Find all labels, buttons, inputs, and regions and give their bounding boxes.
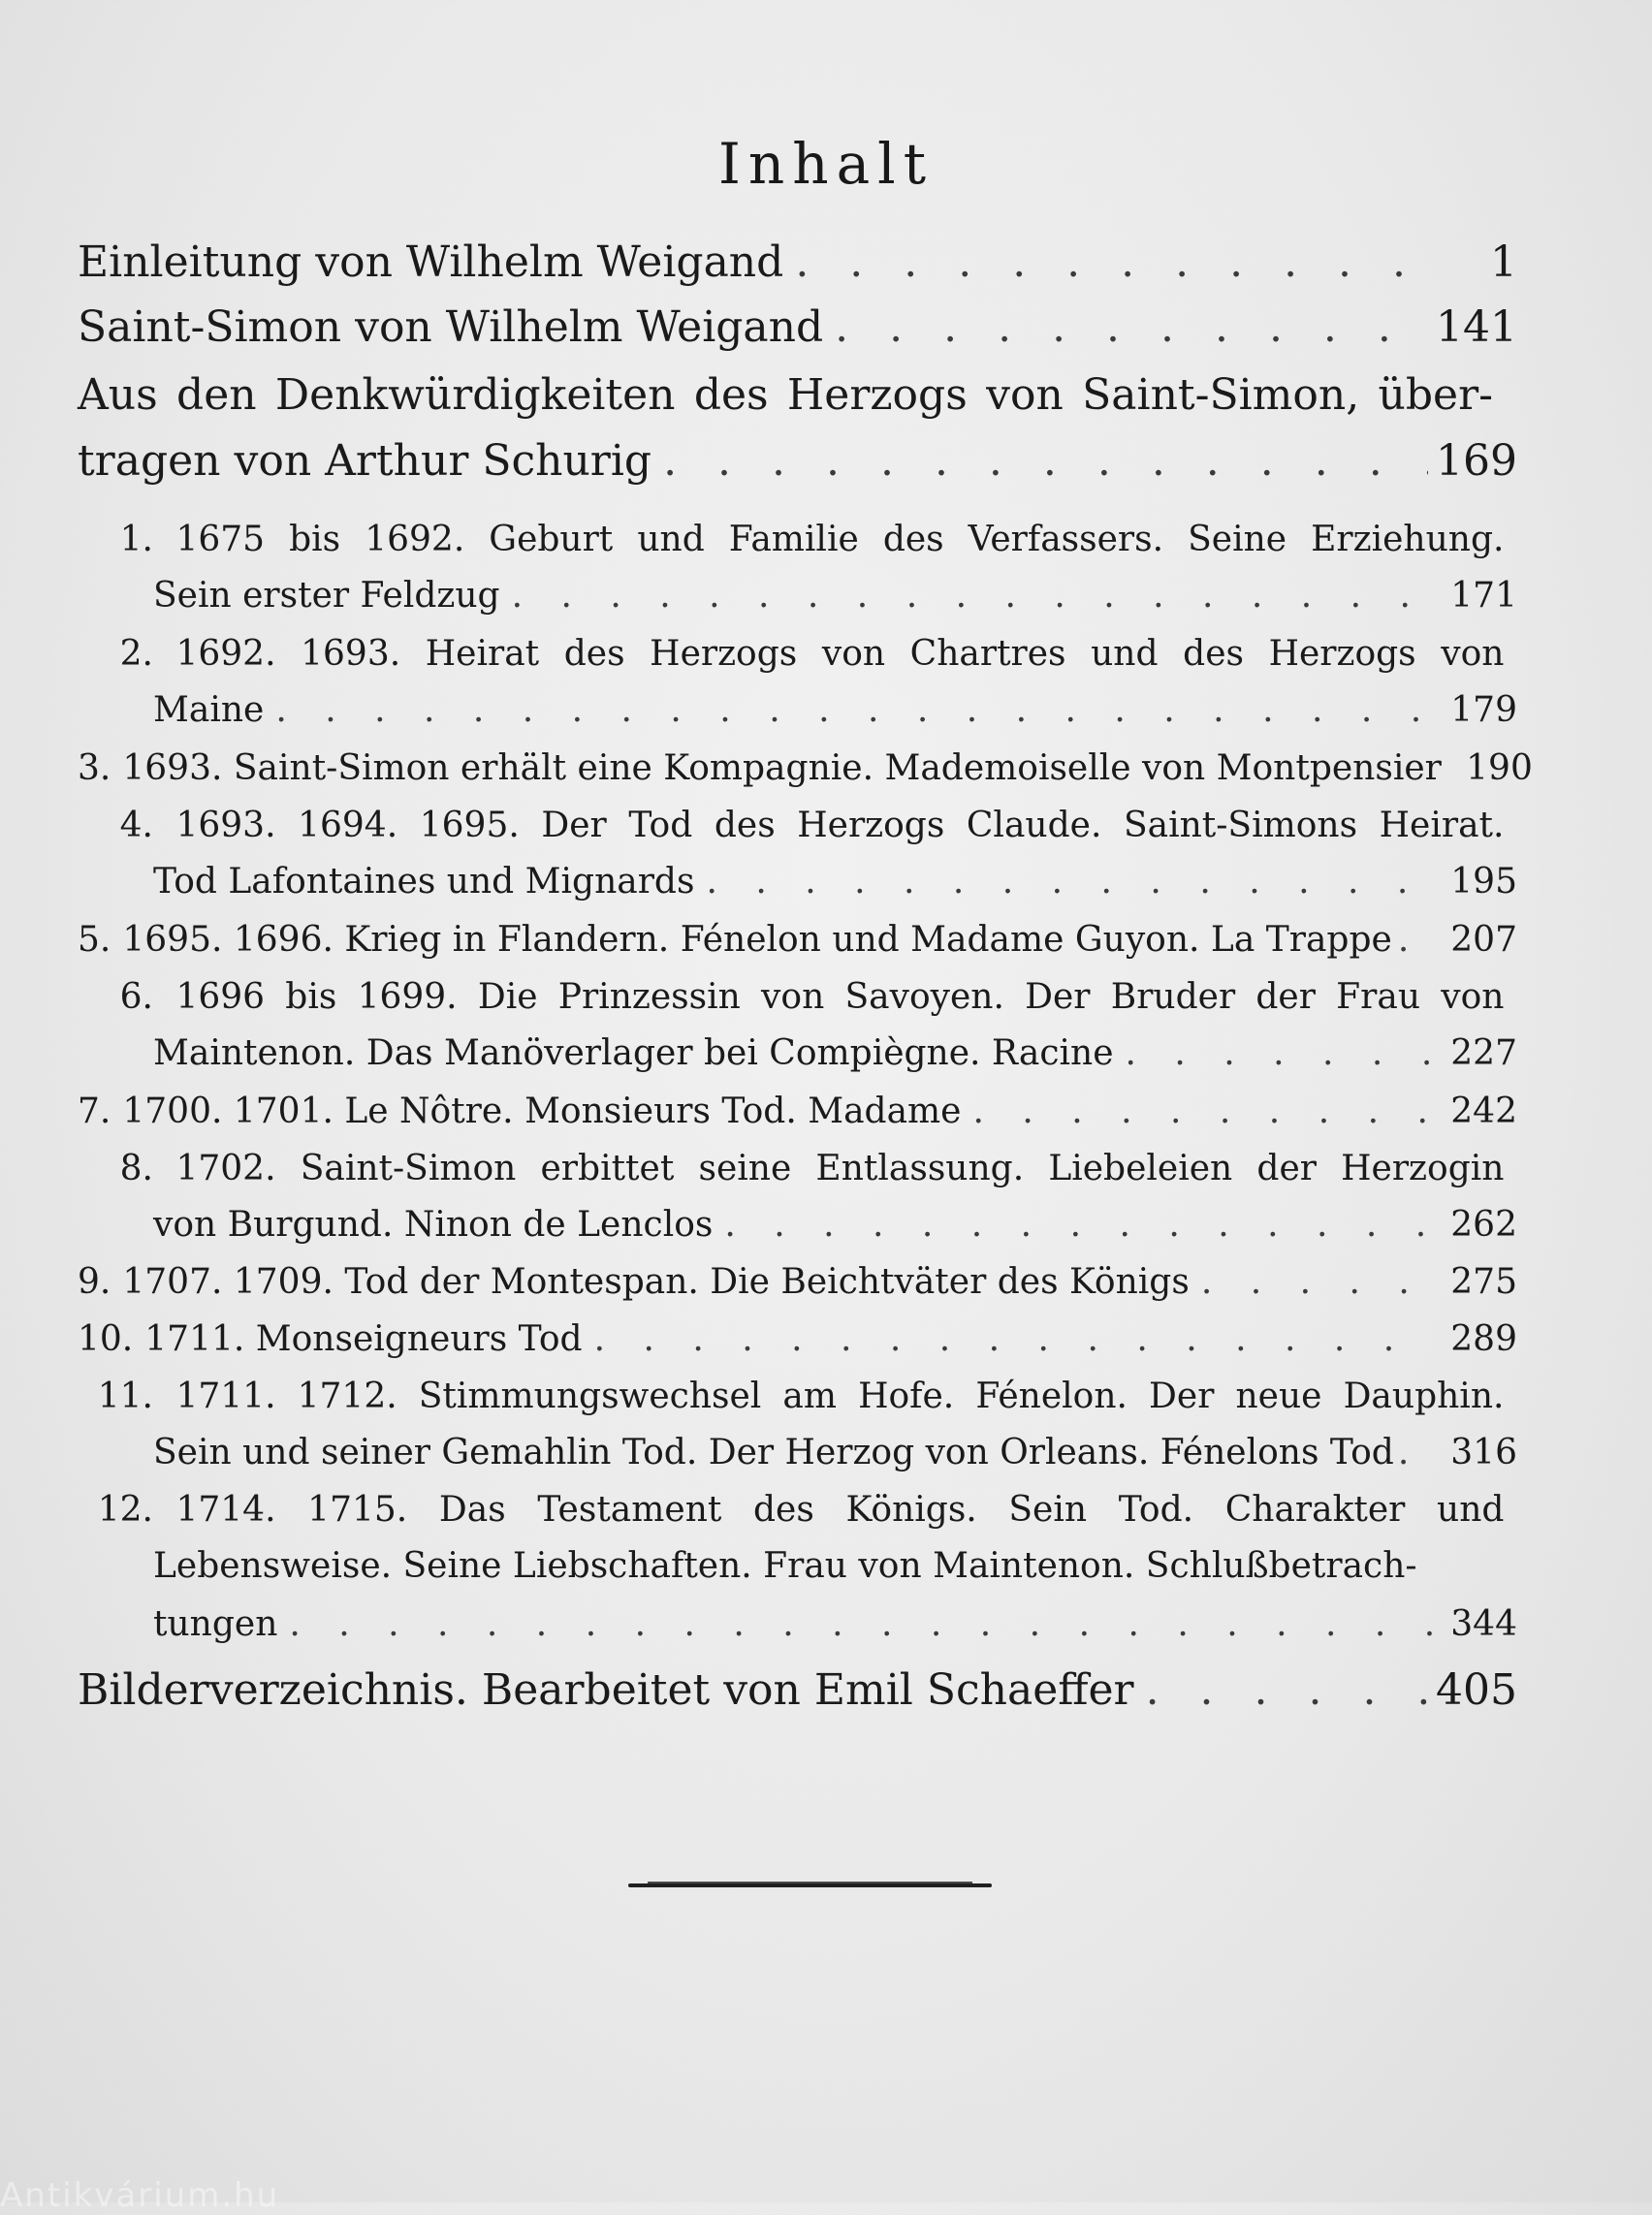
chapter-number: 5.	[78, 920, 111, 960]
chapter-title: 1693. 1694. 1695. Der Tod des Herzogs Claude. Saint-Simons Heirat.	[175, 806, 1505, 845]
chapter-1-line1[interactable]	[78, 520, 1505, 559]
chapter-title-cont: Tod Lafontaines und Mignards	[153, 862, 695, 902]
leader-dots	[1398, 920, 1432, 960]
chapter-8-line1[interactable]	[78, 1149, 1505, 1188]
chapter-title: 1711. Monseigneurs Tod	[144, 1319, 583, 1359]
chapter-title-cont: tungen	[153, 1604, 278, 1644]
leader-dots	[289, 1604, 1432, 1644]
toc-page-number: 289	[1450, 1319, 1517, 1359]
chapter-title: 1711. 1712. Stimmungswechsel am Hofe. Fénelon. Der neue Dauphin.	[175, 1376, 1505, 1416]
chapter-2-line1[interactable]	[78, 634, 1505, 674]
toc-entry-title: Bilderverzeichnis. Bearbeitet von Emil Schaeffer	[78, 1665, 1134, 1715]
toc-page-number: 316	[1450, 1433, 1517, 1472]
toc-entry-denkwuerdigkeiten-line1[interactable]	[78, 370, 1493, 420]
page-title: Inhalt	[717, 131, 935, 197]
chapter-number: 7.	[78, 1092, 111, 1131]
leader-dots	[795, 237, 1432, 287]
leader-dots	[275, 690, 1432, 730]
leader-dots	[512, 576, 1432, 616]
watermark-text: Antikvárium.hu	[0, 2176, 280, 2215]
toc-entry-title: Aus den Denkwürdigkeiten des Herzogs von Saint-Simon, über-	[78, 370, 1493, 420]
toc-page-number: 405	[1436, 1665, 1517, 1715]
chapter-12[interactable]	[153, 1604, 1517, 1644]
toc-page-number: 275	[1450, 1262, 1517, 1302]
chapter-title: 1695. 1696. Krieg in Flandern. Fénelon und Madame Guyon. La Trappe	[122, 920, 1392, 960]
toc-page-number: 195	[1450, 862, 1517, 902]
chapter-6-line1[interactable]	[78, 977, 1505, 1017]
leader-dots	[594, 1319, 1432, 1359]
toc-page-number: 207	[1450, 920, 1517, 960]
chapter-7[interactable]	[78, 1092, 1517, 1131]
toc-page-number: 171	[1450, 576, 1517, 616]
toc-entry-einleitung[interactable]	[78, 237, 1517, 287]
chapter-number: 11.	[97, 1376, 153, 1416]
chapter-6[interactable]	[153, 1033, 1517, 1073]
chapter-title: 1693. Saint-Simon erhält eine Kompagnie. Mademoiselle von Montpensier	[122, 748, 1442, 788]
chapter-title: 1696 bis 1699. Die Prinzessin von Savoyen. Der Bruder der Frau von	[175, 977, 1505, 1017]
toc-entry-saint-simon[interactable]	[78, 302, 1517, 352]
chapter-11[interactable]	[153, 1433, 1517, 1472]
chapter-number: 9.	[78, 1262, 111, 1302]
chapter-1[interactable]	[153, 576, 1517, 616]
chapter-2[interactable]	[153, 690, 1517, 730]
toc-page-number: 169	[1436, 436, 1517, 486]
decorative-rule	[628, 1883, 992, 1887]
chapter-title: 1707. 1709. Tod der Montespan. Die Beichtväter des Königs	[122, 1262, 1190, 1302]
chapter-title: 1700. 1701. Le Nôtre. Monsieurs Tod. Madame	[122, 1092, 962, 1131]
chapter-title-cont: von Burgund. Ninon de Lenclos	[153, 1205, 714, 1245]
toc-entry-bilderverzeichnis[interactable]	[78, 1665, 1517, 1715]
chapter-title-cont: Lebensweise. Seine Liebschaften. Frau von Maintenon. Schlußbetrach-	[153, 1546, 1417, 1586]
leader-dots	[663, 436, 1428, 486]
chapter-number: 1.	[119, 520, 153, 559]
toc-page-number: 1	[1490, 237, 1517, 287]
chapter-title: 1702. Saint-Simon erbittet seine Entlassung. Liebeleien der Herzogin	[175, 1149, 1505, 1188]
chapter-number: 12.	[97, 1490, 153, 1530]
toc-page-number: 179	[1450, 690, 1517, 730]
toc-page-number: 190	[1466, 748, 1533, 788]
chapter-title: 1675 bis 1692. Geburt und Familie des Verfassers. Seine Erziehung.	[175, 520, 1505, 559]
leader-dots	[724, 1205, 1432, 1245]
chapter-title: 1714. 1715. Das Testament des Königs. Sein Tod. Charakter und	[175, 1490, 1505, 1530]
toc-entry-title: Saint-Simon von Wilhelm Weigand	[78, 302, 824, 352]
chapter-12-line2[interactable]	[153, 1546, 1417, 1586]
toc-page-number: 262	[1450, 1205, 1517, 1245]
chapter-8[interactable]	[153, 1205, 1517, 1245]
chapter-title: 1692. 1693. Heirat des Herzogs von Chartres und des Herzogs von	[175, 634, 1505, 674]
toc-page-number: 242	[1450, 1092, 1517, 1131]
leader-dots	[1126, 1033, 1433, 1073]
chapter-12-line1[interactable]	[78, 1490, 1505, 1530]
chapter-number: 10.	[78, 1319, 134, 1359]
chapter-11-line1[interactable]	[78, 1376, 1505, 1416]
chapter-title-cont: Maine	[153, 690, 265, 730]
leader-dots	[1398, 1433, 1434, 1472]
toc-entry-denkwuerdigkeiten[interactable]	[78, 436, 1517, 486]
chapter-3[interactable]	[78, 748, 1533, 788]
chapter-5[interactable]	[78, 920, 1517, 960]
toc-page-number: 227	[1450, 1033, 1517, 1073]
chapter-10[interactable]	[78, 1319, 1517, 1359]
leader-dots	[1201, 1262, 1432, 1302]
chapter-number: 4.	[119, 806, 153, 845]
chapter-number: 2.	[119, 634, 153, 674]
chapter-number: 8.	[119, 1149, 153, 1188]
chapter-title-cont: Maintenon. Das Manöverlager bei Compiègne. Racine	[153, 1033, 1114, 1073]
toc-entry-title: Einleitung von Wilhelm Weigand	[78, 237, 784, 287]
leader-dots	[1146, 1665, 1428, 1715]
chapter-4-line1[interactable]	[78, 806, 1505, 845]
chapter-number: 3.	[78, 748, 111, 788]
leader-dots	[972, 1092, 1432, 1131]
leader-dots	[706, 862, 1432, 902]
chapter-title-cont: Sein und seiner Gemahlin Tod. Der Herzog von Orleans. Fénelons Tod	[153, 1433, 1394, 1472]
toc-entry-title-cont: tragen von Arthur Schurig	[78, 436, 652, 486]
chapter-number: 6.	[119, 977, 153, 1017]
chapter-9[interactable]	[78, 1262, 1517, 1302]
chapter-4[interactable]	[153, 862, 1517, 902]
chapter-title-cont: Sein erster Feldzug	[153, 576, 500, 616]
leader-dots	[835, 302, 1428, 352]
toc-page-number: 344	[1450, 1604, 1517, 1644]
toc-page-number: 141	[1436, 302, 1517, 352]
